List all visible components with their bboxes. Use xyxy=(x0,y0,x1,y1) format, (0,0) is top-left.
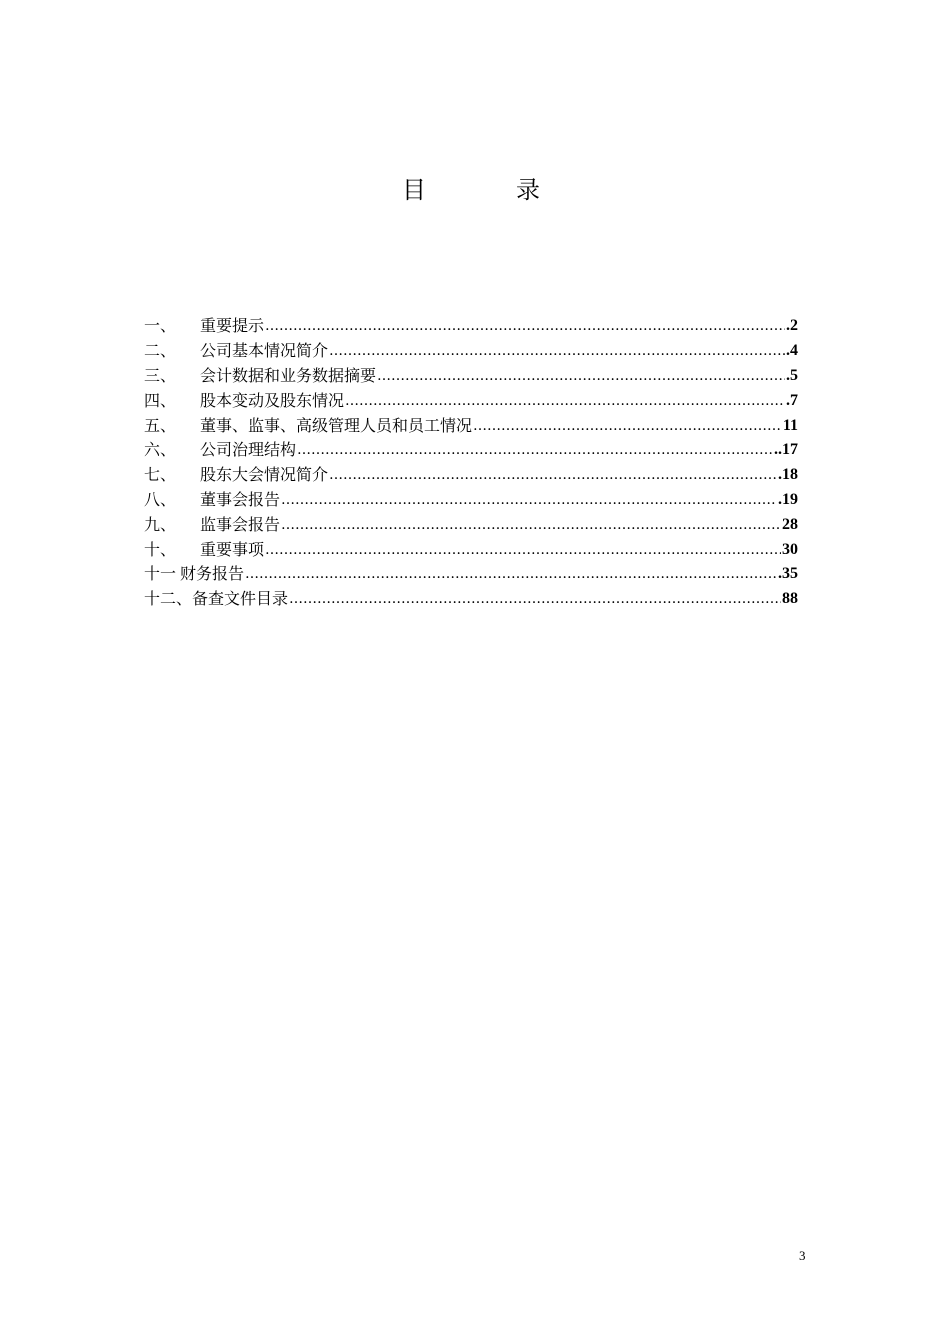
toc-leader-dots xyxy=(377,364,785,388)
toc-entry-supervisory-report[interactable] xyxy=(144,512,798,537)
toc-entry-page: .19 xyxy=(778,490,798,508)
toc-entry-label: 股东大会情况简介 xyxy=(200,465,329,485)
toc-entry-page: 11 xyxy=(782,416,798,434)
toc-entry-label: 会计数据和业务数据摘要 xyxy=(200,365,377,385)
toc-entry-number: 三、 xyxy=(144,365,177,385)
title-char-1: 目 xyxy=(402,176,426,204)
toc-leader-dots xyxy=(329,339,785,363)
toc-entry-page: 28 xyxy=(782,515,798,533)
toc-entry-company-profile[interactable] xyxy=(144,339,798,364)
toc-leader-dots xyxy=(265,538,781,562)
toc-entry-number: 九、 xyxy=(144,514,177,534)
toc-entry-significant-matters[interactable] xyxy=(144,537,798,562)
toc-entry-page: ..17 xyxy=(774,441,798,459)
toc-leader-dots xyxy=(265,314,785,338)
toc-entry-label: 备查文件目录 xyxy=(192,589,289,609)
toc-leader-dots xyxy=(245,562,777,586)
toc-leader-dots xyxy=(473,414,782,438)
toc-entry-label: 董事会报告 xyxy=(200,489,281,509)
toc-entry-page: 30 xyxy=(782,540,798,558)
toc-entry-label: 公司治理结构 xyxy=(200,440,297,460)
toc-leader-dots xyxy=(289,587,781,611)
title-char-2: 录 xyxy=(516,176,540,204)
toc-entry-label: 重要提示 xyxy=(200,316,265,336)
toc-leader-dots xyxy=(281,488,777,512)
toc-entry-number: 十、 xyxy=(144,539,177,559)
toc-entry-financial-report[interactable] xyxy=(144,562,798,587)
toc-entry-financial-summary[interactable] xyxy=(144,364,798,389)
toc-entry-label: 公司基本情况简介 xyxy=(200,341,329,361)
toc-entry-number: 十二、 xyxy=(144,589,193,609)
toc-entry-page: .35 xyxy=(778,565,798,583)
toc-entry-number: 四、 xyxy=(144,390,177,410)
toc-entry-page: .5 xyxy=(786,366,798,384)
toc-leader-dots xyxy=(297,438,773,462)
table-of-contents xyxy=(144,314,798,612)
toc-entry-page: .7 xyxy=(786,391,798,409)
toc-entry-reference-documents[interactable] xyxy=(144,587,798,612)
toc-entry-number: 一、 xyxy=(144,316,177,336)
toc-entry-page: .18 xyxy=(778,466,798,484)
toc-entry-important-notes[interactable] xyxy=(144,314,798,339)
toc-entry-shareholder-meeting[interactable] xyxy=(144,463,798,488)
toc-entry-number: 二、 xyxy=(144,341,177,361)
page-title xyxy=(0,172,950,212)
toc-leader-dots xyxy=(329,463,777,487)
toc-entry-label: 董事、监事、高级管理人员和员工情况 xyxy=(200,415,473,435)
toc-leader-dots xyxy=(345,389,785,413)
toc-entry-number: 七、 xyxy=(144,465,177,485)
toc-leader-dots xyxy=(281,513,781,537)
toc-entry-number: 五、 xyxy=(144,415,177,435)
toc-entry-label: 监事会报告 xyxy=(200,514,281,534)
toc-entry-share-capital[interactable] xyxy=(144,388,798,413)
toc-entry-number: 十一 xyxy=(144,564,177,584)
toc-entry-directors-staff[interactable] xyxy=(144,413,798,438)
toc-entry-label: 股本变动及股东情况 xyxy=(200,390,345,410)
toc-entry-number: 六、 xyxy=(144,440,177,460)
toc-entry-page: .4 xyxy=(786,342,798,360)
page-number: 3 xyxy=(799,1248,806,1263)
toc-entry-label: 财务报告 xyxy=(180,564,245,584)
toc-entry-governance[interactable] xyxy=(144,438,798,463)
toc-entry-page: 88 xyxy=(782,590,798,608)
toc-entry-label: 重要事项 xyxy=(200,539,265,559)
toc-entry-page: .2 xyxy=(786,317,798,335)
toc-entry-number: 八、 xyxy=(144,489,177,509)
toc-entry-board-report[interactable] xyxy=(144,488,798,513)
